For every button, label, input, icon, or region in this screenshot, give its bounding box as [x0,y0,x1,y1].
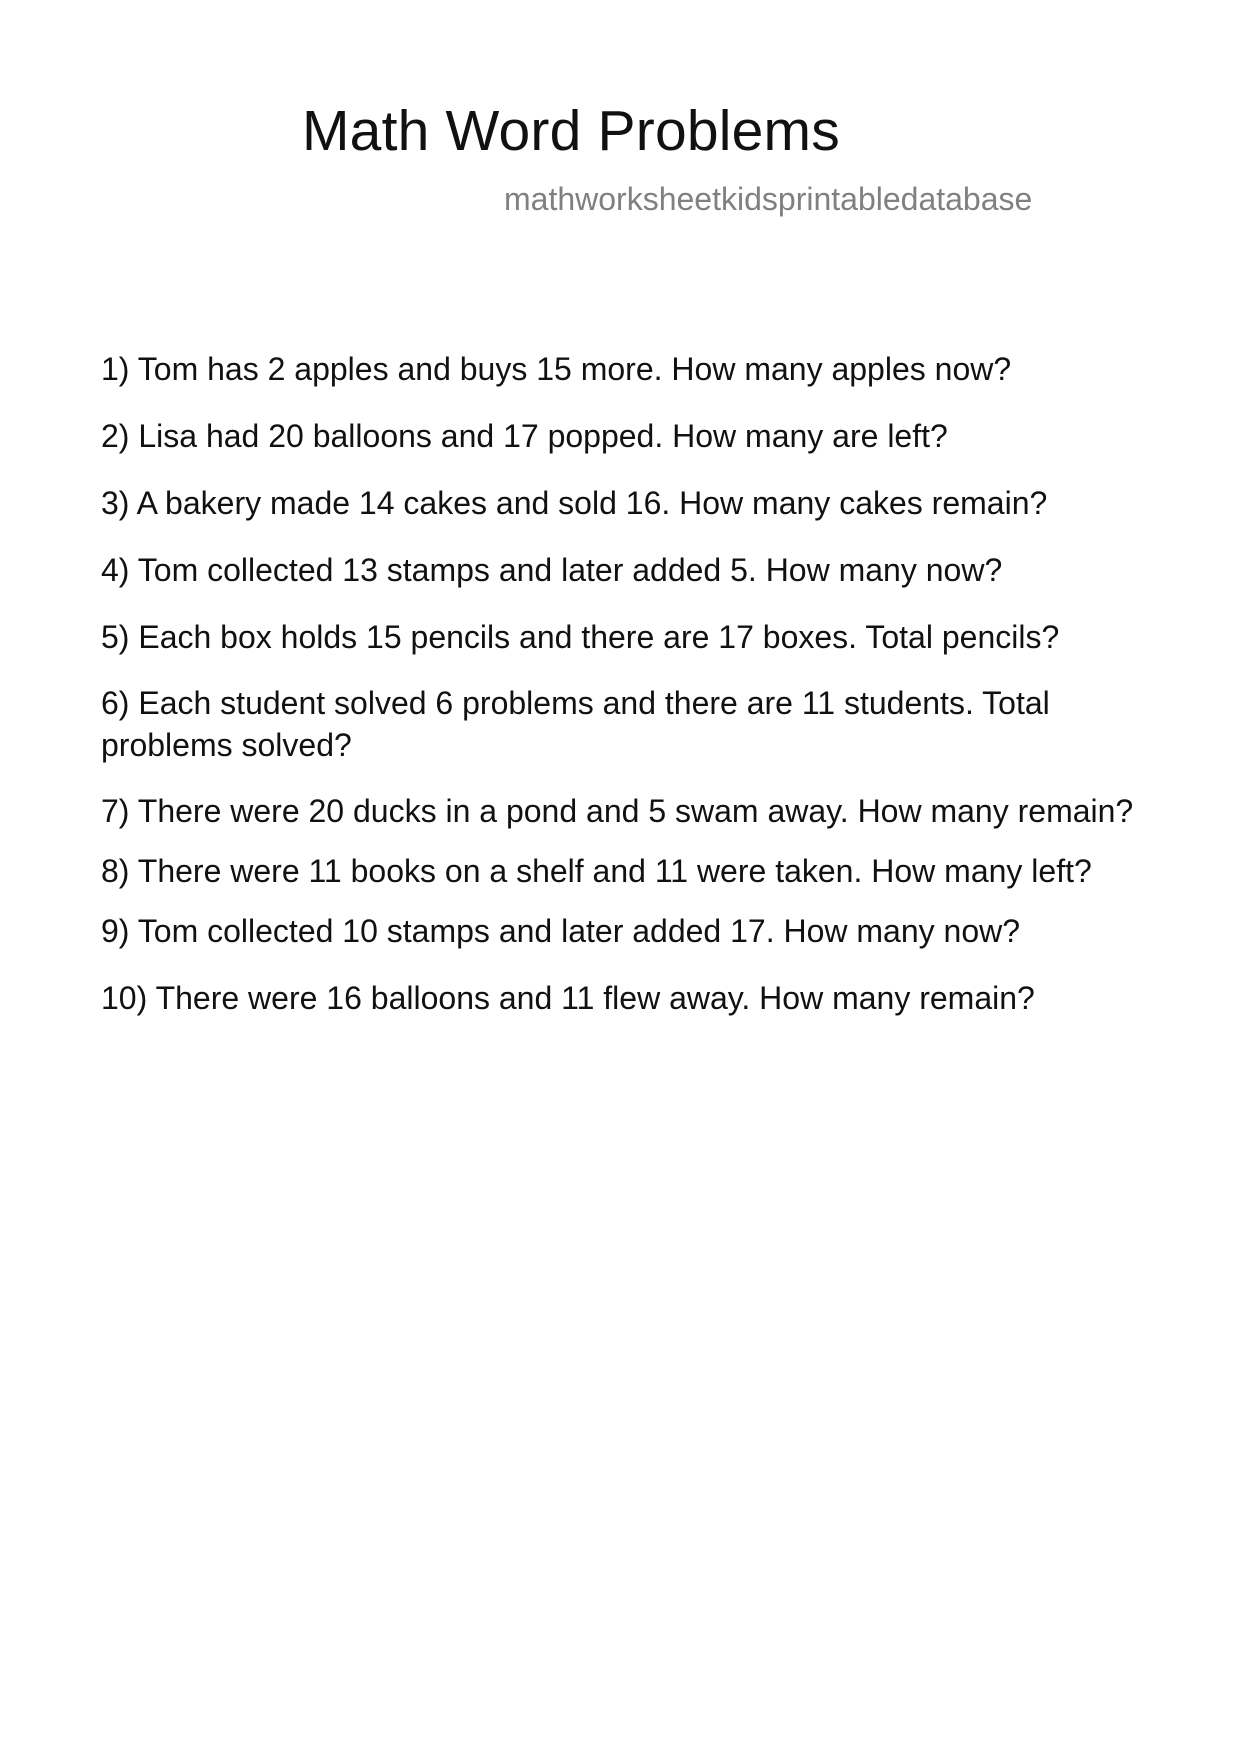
problem-8: 8) There were 11 books on a shelf and 11 were taken. How many left? [101,853,1092,889]
problem-7: 7) There were 20 ducks in a pond and 5 swam away. How many remain? [101,793,1134,829]
problem-4: 4) Tom collected 13 stamps and later added 5. How many now? [101,552,1003,588]
problem-1: 1) Tom has 2 apples and buys 15 more. How many apples now? [101,351,1012,387]
page-title: Math Word Problems [302,99,840,163]
problem-10: 10) There were 16 balloons and 11 flew away. How many remain? [101,980,1035,1016]
problem-2: 2) Lisa had 20 balloons and 17 popped. How many are left? [101,418,948,454]
problem-5: 5) Each box holds 15 pencils and there are 17 boxes. Total pencils? [101,619,1060,655]
problem-9: 9) Tom collected 10 stamps and later added 17. How many now? [101,913,1021,949]
problem-6: 6) Each student solved 6 problems and there are 11 students. Total problems solved? [101,685,1050,763]
problem-list [101,348,1151,1019]
page-subtitle: mathworksheetkidsprintabledatabase [504,181,1033,217]
problem-3: 3) A bakery made 14 cakes and sold 16. How many cakes remain? [101,485,1048,521]
